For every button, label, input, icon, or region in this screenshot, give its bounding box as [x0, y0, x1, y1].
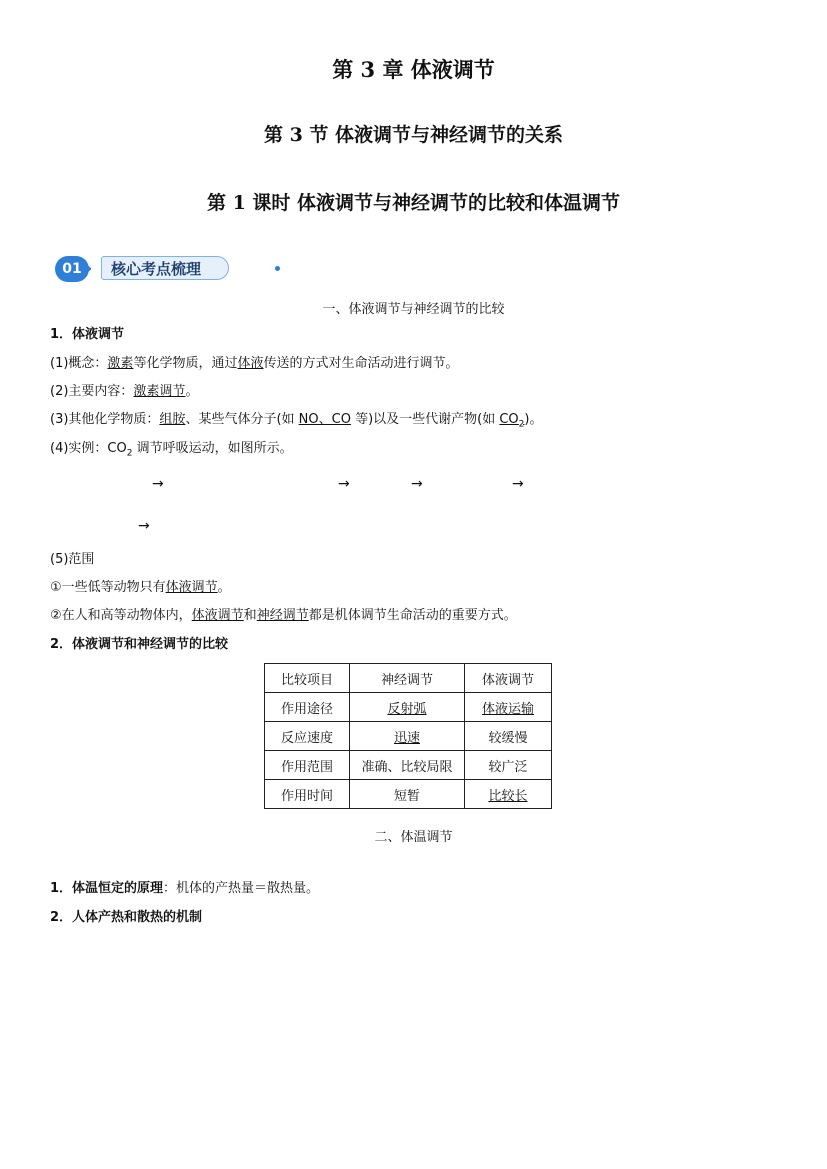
other-chemicals-line: [50, 411, 542, 434]
scope2-suffix: 都是机体调节生命活动的重要方式。: [308, 608, 517, 623]
table-row: [265, 751, 552, 780]
table-cell: 较广泛: [465, 751, 552, 780]
item1-heading: 1．体液调节: [50, 327, 125, 342]
table-header-row: [265, 664, 552, 693]
lesson-title: 第 1 课时 体液调节与神经调节的比较和体温调节: [206, 192, 621, 214]
scope-line-1: [50, 579, 231, 597]
table-row: [265, 722, 552, 751]
other-mid-2: 等)以及一些代谢产物(如: [350, 412, 500, 427]
flow-arrow-3: →: [411, 476, 423, 492]
principle-text: ：机体的产热量＝散热量。: [163, 881, 320, 896]
scope2-blank-2: 神经调节: [256, 608, 309, 623]
table-cell: 短暂: [350, 780, 465, 809]
mechanism-heading: 2．人体产热和散热的机制: [50, 910, 203, 925]
other-suffix: )。: [524, 412, 543, 427]
part2-heading: 二、体温调节: [374, 830, 453, 845]
flow-arrow-4: →: [512, 476, 524, 492]
table-cell: 体液运输: [465, 693, 552, 722]
table-row: [265, 693, 552, 722]
table-cell: 迅速: [350, 722, 465, 751]
main-prefix: (2)主要内容：: [50, 384, 134, 399]
table-cell: 作用时间: [265, 780, 350, 809]
table-cell: 准确、比较局限: [350, 751, 465, 780]
table-cell: 作用范围: [265, 751, 350, 780]
concept-suffix: 传送的方式对生命活动进行调节。: [263, 356, 459, 371]
principle-line: [50, 880, 319, 898]
dot-icon: [275, 266, 280, 271]
concept-blank-1: 激素: [107, 356, 134, 371]
concept-blank-2: 体液: [237, 356, 264, 371]
table-header-cell: 神经调节: [350, 664, 465, 693]
banner-label: 核心考点梳理: [111, 260, 202, 278]
item2-heading: 2．体液调节和神经调节的比较: [50, 637, 229, 652]
table-row: [265, 780, 552, 809]
example-prefix: (4)实例：CO: [50, 441, 127, 456]
scope2-mid: 和: [243, 608, 257, 623]
concept-prefix: (1)概念：: [50, 356, 108, 371]
scope1-blank: 体液调节: [165, 580, 218, 595]
other-blank-2: NO、CO: [298, 412, 351, 427]
main-content-line: [50, 383, 198, 401]
banner-number: 01: [55, 256, 89, 282]
concept-line: [50, 355, 458, 373]
scope1-prefix: ①一些低等动物只有: [50, 580, 166, 595]
table-cell: 比较长: [465, 780, 552, 809]
part1-heading: 一、体液调节与神经调节的比较: [322, 302, 505, 317]
section-title: 第 3 节 体液调节与神经调节的关系: [263, 124, 564, 146]
principle-label: 1．体温恒定的原理: [50, 881, 164, 896]
comparison-table: [264, 663, 552, 809]
table-cell: 反应速度: [265, 722, 350, 751]
scope-line-2: [50, 607, 517, 625]
section-banner: [55, 254, 237, 284]
main-blank: 激素调节: [133, 384, 186, 399]
concept-mid: 等化学物质，通过: [133, 356, 238, 371]
other-mid-1: 、某些气体分子(如: [185, 412, 299, 427]
table-cell: 作用途径: [265, 693, 350, 722]
other-prefix: (3)其他化学物质：: [50, 412, 160, 427]
chapter-title: 第 3 章 体液调节: [332, 57, 495, 82]
scope-title: (5)范围: [50, 552, 95, 567]
example-suffix: 调节呼吸运动，如图所示。: [132, 441, 293, 456]
flow-arrow-1: →: [152, 476, 164, 492]
co2-text: CO: [499, 412, 519, 427]
co2-subscript: 2: [518, 419, 525, 430]
table-cell: 反射弧: [350, 693, 465, 722]
other-blank-3: [499, 412, 525, 430]
example-subscript: 2: [126, 448, 133, 459]
main-suffix: 。: [185, 384, 199, 399]
table-cell: 较缓慢: [465, 722, 552, 751]
chevron-right-icon: ›: [85, 258, 93, 279]
other-blank-1: 组胺: [159, 412, 186, 427]
scope2-prefix: ②在人和高等动物体内，: [50, 608, 192, 623]
table-header-cell: 体液调节: [465, 664, 552, 693]
flow-arrow-2: →: [338, 476, 350, 492]
scope1-suffix: 。: [217, 580, 231, 595]
table-header-cell: 比较项目: [265, 664, 350, 693]
flow-arrow-5: →: [138, 518, 150, 534]
scope2-blank-1: 体液调节: [191, 608, 244, 623]
example-line: [50, 440, 293, 463]
